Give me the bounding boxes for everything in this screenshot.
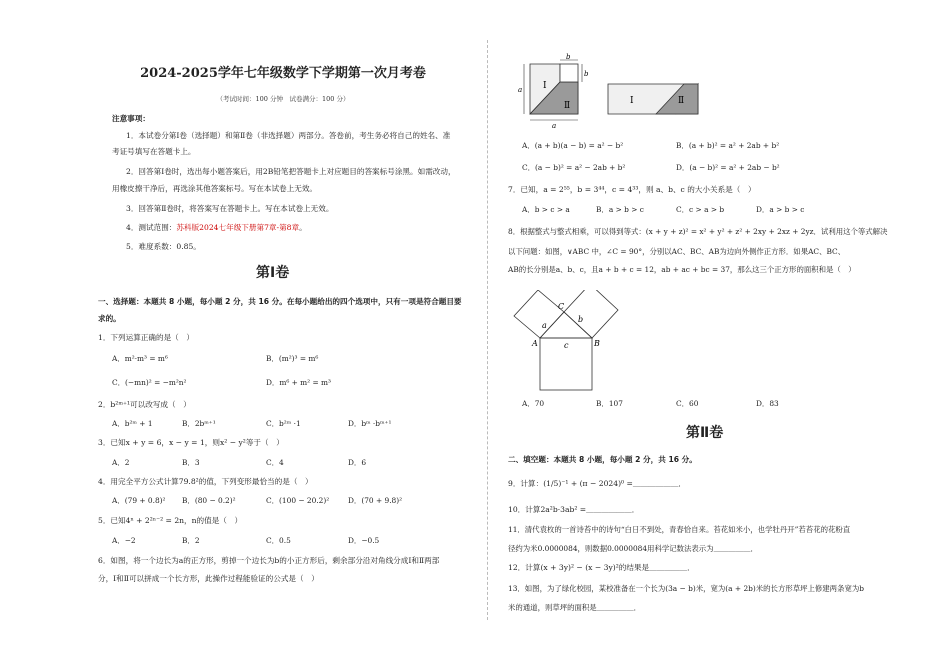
exam-subtitle: （考试时间：100 分钟 试卷满分：100 分） <box>216 95 350 103</box>
q13-line2: 米的通道，则草坪的面积是＿＿＿＿＿． <box>508 603 642 612</box>
q3-option-a: A．2 <box>112 458 130 467</box>
q6-option-d: D．(a − b)² = a² + 2ab − b² <box>676 163 780 172</box>
notice-heading: 注意事项： <box>112 114 150 123</box>
q6-stem-line2: 分，Ⅰ和Ⅱ可以拼成一个长方形，此操作过程能验证的公式是（ ） <box>98 574 319 583</box>
q8-fig-label-a: a <box>542 321 547 330</box>
notice-4-scope: 苏科版2024七年级下册第7章-第8章 <box>176 223 300 232</box>
q8-option-c: C．60 <box>676 399 699 408</box>
column-divider <box>487 40 488 620</box>
notice-2b: 用橡皮擦干净后，再选涂其他答案标号。写在本试卷上无效。 <box>112 184 318 193</box>
notice-1a: 1．本试卷分第Ⅰ卷（选择题）和第Ⅱ卷（非选择题）两部分。答卷前，考生务必将自己的姓名、准 <box>126 131 451 140</box>
q11-line2: 径约为米0.0000084，则数据0.0000084用科学记数法表示为＿＿＿＿＿． <box>508 544 758 553</box>
notice-4-end: 。 <box>299 223 307 232</box>
q8-fig-label-c: c <box>564 341 569 350</box>
q8-fig-triangle <box>540 312 592 338</box>
q3-option-b: B．3 <box>182 458 200 467</box>
q4-option-b: B．(80 − 0.2)² <box>182 496 236 505</box>
q6-fig-label-b-top: b <box>566 53 571 61</box>
q4-option-a: A．(79 + 0.8)² <box>112 496 166 505</box>
q8-stem-line2: 以下问题：如图，∨ABC 中，∠C = 90°，分别以AC、BC、AB为边向外侧作正方形．如果AC、BC、 <box>508 247 846 256</box>
q7-option-d: D．a > b > c <box>756 205 805 214</box>
notice-4 <box>126 222 307 233</box>
q1-option-c: C．(−mn)² = −m²n² <box>112 378 187 387</box>
q5-option-c: C．0.5 <box>266 536 291 545</box>
q8-fig-label-B: B <box>594 339 600 348</box>
q8-fig-square-a <box>514 290 564 338</box>
q6-fig-rect-label-ii: Ⅱ <box>678 96 685 106</box>
q8-option-d: D．83 <box>756 399 779 408</box>
q4-option-d: D．(70 + 9.8)² <box>348 496 403 505</box>
q8-stem-line3: AB的长分别是a、b、c，且a + b + c = 12，ab + ac + bc = 37，那么这三个正方形的面积和是（ ） <box>508 265 856 274</box>
q8-figure <box>508 290 638 392</box>
q2-option-b: B．2bᵐ⁺¹ <box>182 419 216 428</box>
section1-line2: 求的。 <box>98 314 121 323</box>
q2-stem: 2．b²ᵐ⁺¹可以改写成（ ） <box>98 400 191 409</box>
notice-2a: 2．回答第Ⅰ卷时，选出每小题答案后，用2B铅笔把答题卡上对应题目的答案标号涂黑。如需改动， <box>126 167 456 176</box>
q4-stem: 4．用完全平方公式计算79.8²的值，下列变形最恰当的是（ ） <box>98 477 313 486</box>
q9: 9．计算：(1/5)⁻¹ + (π − 2024)⁰ =＿＿＿＿＿＿． <box>508 479 687 488</box>
q8-stem-line1: 8．根据整式与整式相乘，可以得到等式：(x + y + z)² = x² + y² + z² + 2xy + 2xz + 2yz．试利用这个等式解决 <box>508 227 888 236</box>
q7-option-b: B．a > b > c <box>596 205 644 214</box>
q6-fig-label-a-side: a <box>518 86 523 94</box>
q3-stem: 3．已知x + y = 6，x − y = 1，则x² − y²等于（ ） <box>98 438 284 447</box>
q6-stem-line1: 6．如图，将一个边长为a的正方形，剪掉一个边长为b的小正方形后，剩余部分沿对角线分成Ⅰ和Ⅱ两部 <box>98 556 440 565</box>
q6-option-a: A．(a + b)(a − b) = a² − b² <box>522 141 624 150</box>
q2-option-d: D．bᵐ ·bᵐ⁺¹ <box>348 419 392 428</box>
section2-heading: 二、填空题：本题共 8 小题，每小题 2 分，共 16 分。 <box>508 455 697 464</box>
q1-stem: 1．下列运算正确的是（ ） <box>98 333 194 342</box>
q8-fig-label-C: C <box>558 302 565 311</box>
q8-fig-square-b <box>564 290 618 338</box>
q1-option-b: B．(m²)³ = m⁶ <box>266 354 319 363</box>
q10: 10．计算2a²b·3ab² =＿＿＿＿＿＿． <box>508 505 640 514</box>
q3-option-c: C．4 <box>266 458 284 467</box>
q11-line1: 11．清代袁枚的一首诗苔中的诗句“白日不到处，青春恰自来。苔花如米小，也学牡丹开”若苔花的花粉直 <box>508 525 851 534</box>
q6-figure <box>508 52 708 132</box>
section1-line1: 一、选择题：本题共 8 小题，每小题 2 分，共 16 分。在每小题给出的四个选项中，只有一项是符合题目要 <box>98 297 462 306</box>
q1-option-a: A．m²·m³ = m⁶ <box>112 354 168 363</box>
notice-1b: 考证号填写在答题卡上。 <box>112 147 196 156</box>
q5-stem: 5．已知4ⁿ + 2²ⁿ⁻² = 2n，n的值是（ ） <box>98 516 243 525</box>
q6-fig-label-ii: Ⅱ <box>564 101 571 111</box>
q5-option-d: D．−0.5 <box>348 536 380 545</box>
q6-fig-label-i: Ⅰ <box>543 81 547 91</box>
q5-option-a: A．−2 <box>112 536 136 545</box>
q2-option-a: A．b²ᵐ + 1 <box>112 419 153 428</box>
exam-title: 2024-2025学年七年级数学下学期第一次月考卷 <box>140 66 426 81</box>
q6-fig-rect-label-i: Ⅰ <box>630 96 634 106</box>
notice-4-label: 4．测试范围： <box>126 223 177 232</box>
part1-heading: 第Ⅰ卷 <box>256 265 290 281</box>
q3-option-d: D．6 <box>348 458 367 467</box>
q8-option-a: A．70 <box>522 399 545 408</box>
q8-option-b: B．107 <box>596 399 623 408</box>
q2-option-c: C．b²ᵐ ·1 <box>266 419 301 428</box>
q5-option-b: B．2 <box>182 536 200 545</box>
q7-option-a: A．b > c > a <box>522 205 570 214</box>
q7-stem: 7．已知，a = 2⁵⁵，b = 3⁴⁴，c = 4³³，则 a、b、c 的大小关系是（ ） <box>508 185 756 194</box>
q6-option-c: C．(a − b)² = a² − 2ab + b² <box>522 163 626 172</box>
q6-fig-label-a-bottom: a <box>552 122 557 130</box>
q6-option-b: B．(a + b)² = a² + 2ab + b² <box>676 141 780 150</box>
part2-heading: 第Ⅱ卷 <box>686 425 724 441</box>
q12: 12．计算(x + 3y)² − (x − 3y)²的结果是＿＿＿＿＿． <box>508 563 695 572</box>
q1-option-d: D．m⁶ + m² = m³ <box>266 378 332 387</box>
q6-fig-small-square <box>560 64 578 82</box>
notice-5: 5．难度系数：0.85。 <box>126 242 201 251</box>
q7-option-c: C．c > a > b <box>676 205 725 214</box>
q4-option-c: C．(100 − 20.2)² <box>266 496 330 505</box>
q8-fig-label-A: A <box>532 339 538 348</box>
notice-3: 3．回答第Ⅱ卷时，将答案写在答题卡上。写在本试卷上无效。 <box>126 204 334 213</box>
q6-fig-label-b-side: b <box>584 70 589 78</box>
q13-line1: 13．如图，为了绿化校园，某校准备在一个长为(3a − b)米，宽为(a + 2b)米的长方形草坪上修建两条宽为b <box>508 584 864 593</box>
q8-fig-label-b: b <box>578 315 584 324</box>
